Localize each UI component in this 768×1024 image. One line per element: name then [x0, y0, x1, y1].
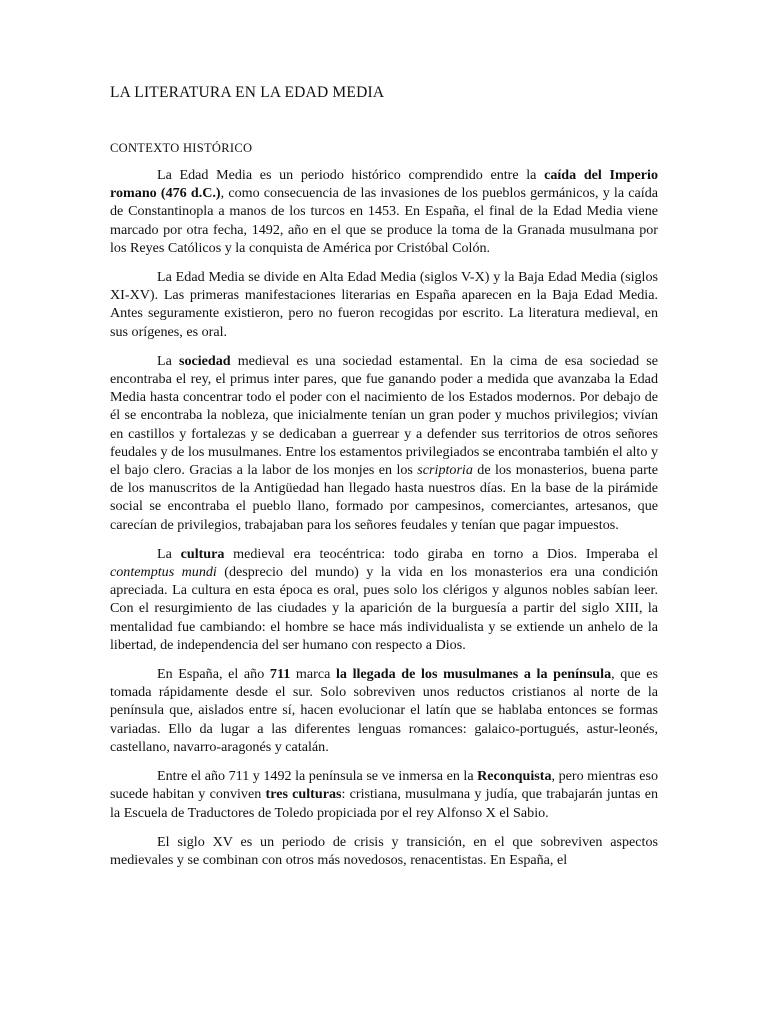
body-text	[110, 166, 658, 869]
bold-text: sociedad	[178, 352, 231, 369]
body-paragraph	[110, 352, 658, 534]
paragraph-text: La Edad Media es un periodo histórico comprendido entre la	[157, 167, 545, 183]
italic-text: scriptoria	[417, 462, 473, 479]
paragraph-text: En España, el año	[157, 666, 270, 683]
body-paragraph	[110, 166, 658, 257]
bold-text: caída del Imperio romano (476 d.C.)	[110, 167, 658, 202]
body-paragraph	[110, 268, 658, 341]
paragraph-text: El siglo XV es un periodo de crisis y transición, en el que sobreviven aspectos medievales y se combinan con otros más novedosos, renacentistas. En España, el	[110, 833, 658, 868]
body-paragraph	[110, 665, 658, 756]
paragraph-text: , que es tomada rápidamente desde el sur. Solo sobreviven unos reductos cristianos al norte de la península que, aislados entre sí, hacen evolucionar el latín que se hablaba entonces se formas variadas. Ello da lugar a las diferentes lenguas romances: galaico-portugués, astur-leonés, castellano, navarro-aragonés y catalán.	[110, 666, 658, 755]
document-title: LA LITERATURA EN LA EDAD MEDIA	[110, 84, 385, 101]
body-paragraph	[110, 767, 658, 822]
paragraph-text: medieval era teocéntrica: todo giraba en torno a Dios. Imperaba el	[224, 545, 659, 562]
paragraph-text: , como consecuencia de las invasiones de los pueblos germánicos, y la caída de Constantinopla a manos de los turcos en 1453. En España, el final de la Edad Media viene marcado por otra fecha, 1492, año en el que se produce la toma de la Granada musulmana por los Reyes Católicos y la conquista de América por Cristóbal Colón.	[110, 185, 658, 256]
paragraph-text: , pero mientras eso sucede habitan y conviven	[110, 768, 658, 803]
paragraph-text: medieval es una sociedad estamental. En la cima de esa sociedad se encontraba el rey, el primus inter pares, que fue ganando poder a medida que avanzaba la Edad Media hasta concentrar todo el poder con el nacimiento de los Estados modernos. Por debajo de él se encontraba la nobleza, que inicialmente tenían un gran poder y muchos privilegios; vivían en castillos y fortalezas y se dedicaban a guerrear y a defender sus territorios de otros señores feudales y de los musulmanes. Entre los estamentos privilegiados se encontraba también el alto y el bajo clero. Gracias a la labor de los monjes en los	[110, 352, 658, 479]
paragraph-text: La	[157, 545, 181, 562]
paragraph-text: marca	[290, 666, 336, 683]
paragraph-text: Entre el año 711 y 1492 la península se ve inmersa en la	[157, 768, 478, 785]
bold-text: cultura	[180, 545, 225, 562]
bold-text: Reconquista	[477, 768, 552, 785]
bold-text: la llegada de los musulmanes a la península	[335, 666, 612, 683]
paragraph-text: La	[157, 352, 179, 369]
bold-text: 711	[269, 666, 291, 683]
paragraph-text: : cristiana, musulmana y judía, que trabajarán juntas en la Escuela de Traductores de Toledo propiciada por el rey Alfonso X el Sabio.	[110, 786, 658, 821]
body-paragraph	[110, 833, 658, 869]
paragraph-text: La Edad Media se divide en Alta Edad Media (siglos V-X) y la Baja Edad Media (siglos XI-XV). Las primeras manifestaciones literarias en España aparecen en la Baja Edad Media. Antes seguramente existieron, pero no fueron recogidas por escrito. La literatura medieval, en sus orígenes, es oral.	[110, 269, 658, 340]
bold-text: tres culturas	[265, 786, 342, 803]
italic-text: contemptus mundi	[110, 564, 217, 581]
section-heading: CONTEXTO HISTÓRICO	[110, 141, 253, 155]
paragraph-text: (desprecio del mundo) y la vida en los monasterios era una condición apreciada. La cultura en esta época es oral, pues solo los clérigos y algunos nobles sabían leer. Con el resurgimiento de las ciudades y la aparición de la burguesía a partir del siglo XIII, la mentalidad fue cambiando: el hombre se hace más individualista y se extiende un anhelo de la libertad, de independencia del ser humano con respecto a Dios.	[110, 564, 658, 653]
body-paragraph	[110, 545, 658, 654]
paragraph-text: de los monasterios, buena parte de los manuscritos de la Antigüedad han llegado hasta nuestros días. En la base de la pirámide social se encontraba el pueblo llano, formado por campesinos, comerciantes, artesanos, que carecían de privilegios, trabajaban para los señores feudales y tenían que pagar impuestos.	[110, 462, 658, 533]
